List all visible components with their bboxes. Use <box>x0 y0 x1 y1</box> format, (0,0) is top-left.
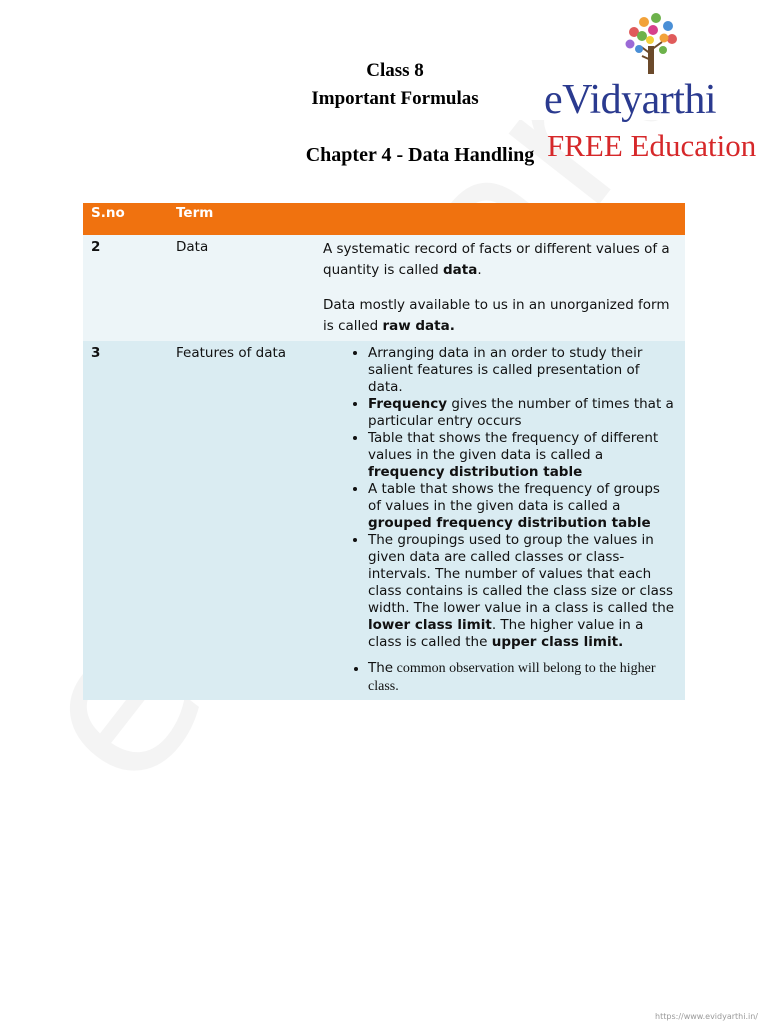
feature-list <box>323 659 677 696</box>
text-run: Data mostly available to us in an unorganized form is called <box>323 297 670 334</box>
list-item <box>368 345 677 396</box>
list-item <box>368 481 677 532</box>
definition-paragraph <box>323 239 677 281</box>
row-term-empty <box>168 655 315 700</box>
list-item <box>368 430 677 481</box>
list-item <box>368 659 677 696</box>
row-description <box>315 655 685 700</box>
evidyarthi-logo <box>540 10 760 163</box>
text-run: . The higher value in a class is called the <box>368 617 644 650</box>
header-term: Term <box>168 203 315 235</box>
table-header-row <box>83 203 685 235</box>
text-run: gives the number of times that a particular entry occurs <box>368 396 674 429</box>
bold-term: Frequency <box>368 396 448 412</box>
bold-term: upper class limit. <box>491 634 624 650</box>
formula-table <box>83 203 685 700</box>
tree-icon <box>622 10 680 76</box>
header-description <box>315 203 685 235</box>
bold-term: grouped frequency distribution table <box>368 515 651 531</box>
text-run: A systematic record of facts or different values of a quantity is called <box>323 241 670 278</box>
row-description <box>315 235 685 341</box>
row-term: Data <box>168 235 315 341</box>
list-item <box>368 396 677 430</box>
row-sno: 2 <box>83 235 168 341</box>
row-description <box>315 341 685 655</box>
bold-term: data <box>443 262 478 278</box>
logo-brand: eVidyarthi <box>544 77 717 123</box>
row-sno: 3 <box>83 341 168 655</box>
class-title: Class 8 <box>366 60 424 81</box>
bold-term: lower class limit <box>368 617 492 633</box>
text-run: Arranging data in an order to study their salient features is called presentation of data. <box>368 345 643 395</box>
logo-tagline: FREE Education <box>547 128 757 163</box>
text-run: common observation will belong to the higher class. <box>368 661 656 694</box>
text-run: Table that shows the frequency of different values in the given data is called a <box>368 430 659 463</box>
bold-term: frequency distribution table <box>368 464 583 480</box>
chapter-title: Chapter 4 - Data Handling <box>305 144 535 166</box>
text-run: The <box>368 660 394 676</box>
footer-url: https://www.evidyarthi.in/ <box>655 1012 758 1021</box>
text-run: . <box>477 262 482 278</box>
feature-list <box>323 345 677 651</box>
text-run: A table that shows the frequency of groups of values in the given data is called a <box>368 481 660 514</box>
list-item <box>368 532 677 651</box>
formulas-title: Important Formulas <box>311 88 479 109</box>
bold-term: raw data. <box>382 318 455 334</box>
table-row <box>83 235 685 341</box>
row-sno-empty <box>83 655 168 700</box>
header-sno: S.no <box>83 203 168 235</box>
definition-paragraph <box>323 295 677 337</box>
table-row <box>83 341 685 655</box>
text-run: The groupings used to group the values in given data are called classes or class-intervals. The number of values that each class contains is called the class size or class width. The lower value in a class is called the <box>368 532 675 616</box>
row-term: Features of data <box>168 341 315 655</box>
table-row <box>83 655 685 700</box>
